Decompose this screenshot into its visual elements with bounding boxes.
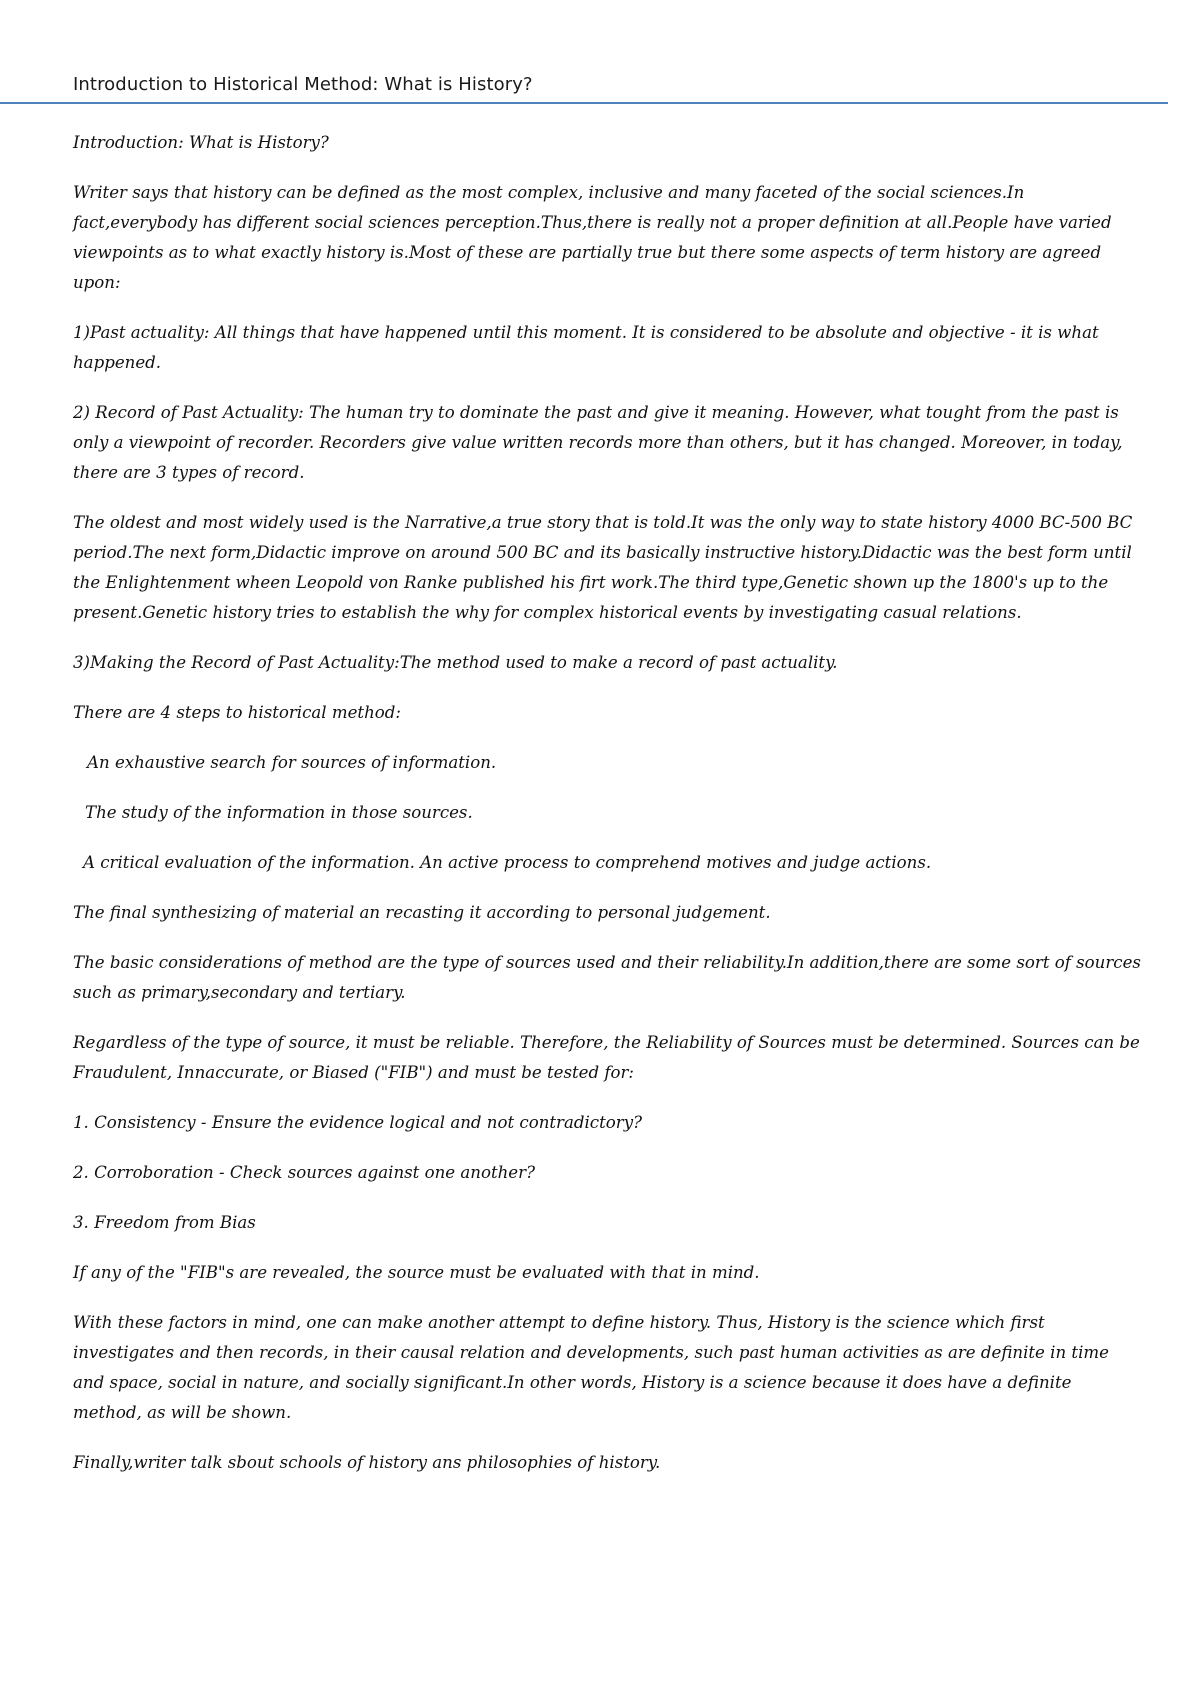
step-item-study: The study of the information in those sources. [85,803,473,822]
header-divider [0,102,1168,104]
paragraph-fib-revealed: If any of the "FIB"s are revealed, the source must be evaluated with that in mind. [73,1263,760,1282]
test-item-consistency: 1. Consistency - Ensure the evidence logical and not contradictory? [73,1113,642,1132]
document-body [73,128,1143,1498]
section-heading: Introduction: What is History? [73,133,329,152]
paragraph-history-definition: With these factors in mind, one can make another attempt to define history. Thus, History is the science which first investigates and then records, in their causal relation and developments, such past human activities as are definite in time and space, social in nature, and socially significant.In other words, History is a science because it does have a definite method, as will be shown. [73,1313,1109,1422]
test-item-bias: 3. Freedom from Bias [73,1213,256,1232]
step-item-synthesis: The final synthesizing of material an recasting it according to personal judgement. [73,903,771,922]
test-item-corroboration: 2. Corroboration - Check sources against one another? [73,1163,535,1182]
paragraph-reliability: Regardless of the type of source, it must be reliable. Therefore, the Reliability of Sources must be determined. Sources can be Fraudulent, Innaccurate, or Biased ("FIB") and must be tested for: [73,1033,1140,1082]
page-header-title: Introduction to Historical Method: What is History? [73,74,533,95]
paragraph-making-record: 3)Making the Record of Past Actuality:The method used to make a record of past actuality. [73,653,838,672]
step-item-search: An exhaustive search for sources of information. [87,753,497,772]
paragraph-definition: Writer says that history can be defined as the most complex, inclusive and many faceted of the social sciences.In fact,everybody has different social sciences perception.Thus,there is really not a proper definition at all.People have varied viewpoints as to what exactly history is.Most of these are partially true but there some aspects of term history are agreed upon: [73,183,1112,292]
step-item-evaluation: A critical evaluation of the information. An active process to comprehend motives and judge actions. [83,853,932,872]
paragraph-source-considerations: The basic considerations of method are the type of sources used and their reliability.In addition,there are some sort of sources such as primary,secondary and tertiary. [73,953,1141,1002]
paragraph-record-types: The oldest and most widely used is the Narrative,a true story that is told.It was the only way to state history 4000 BC-500 BC period.The next form,Didactic improve on around 500 BC and its basically instructive history.Didactic was the best form until the Enlightenment wheen Leopold von Ranke published his firt work.The third type,Genetic shown up the 1800's up to the present.Genetic history tries to establish the why for complex historical events by investigating casual relations. [73,513,1133,622]
paragraph-record-of-past: 2) Record of Past Actuality: The human try to dominate the past and give it meaning. However, what tought from the past is only a viewpoint of recorder. Recorders give value written records more than others, but it has changed. Moreover, in today, there are 3 types of record. [73,403,1123,482]
paragraph-past-actuality: 1)Past actuality: All things that have happened until this moment. It is considered to be absolute and objective - it is what happened. [73,323,1099,372]
paragraph-steps-intro: There are 4 steps to historical method: [73,703,401,722]
paragraph-conclusion: Finally,writer talk sbout schools of history ans philosophies of history. [73,1453,661,1472]
